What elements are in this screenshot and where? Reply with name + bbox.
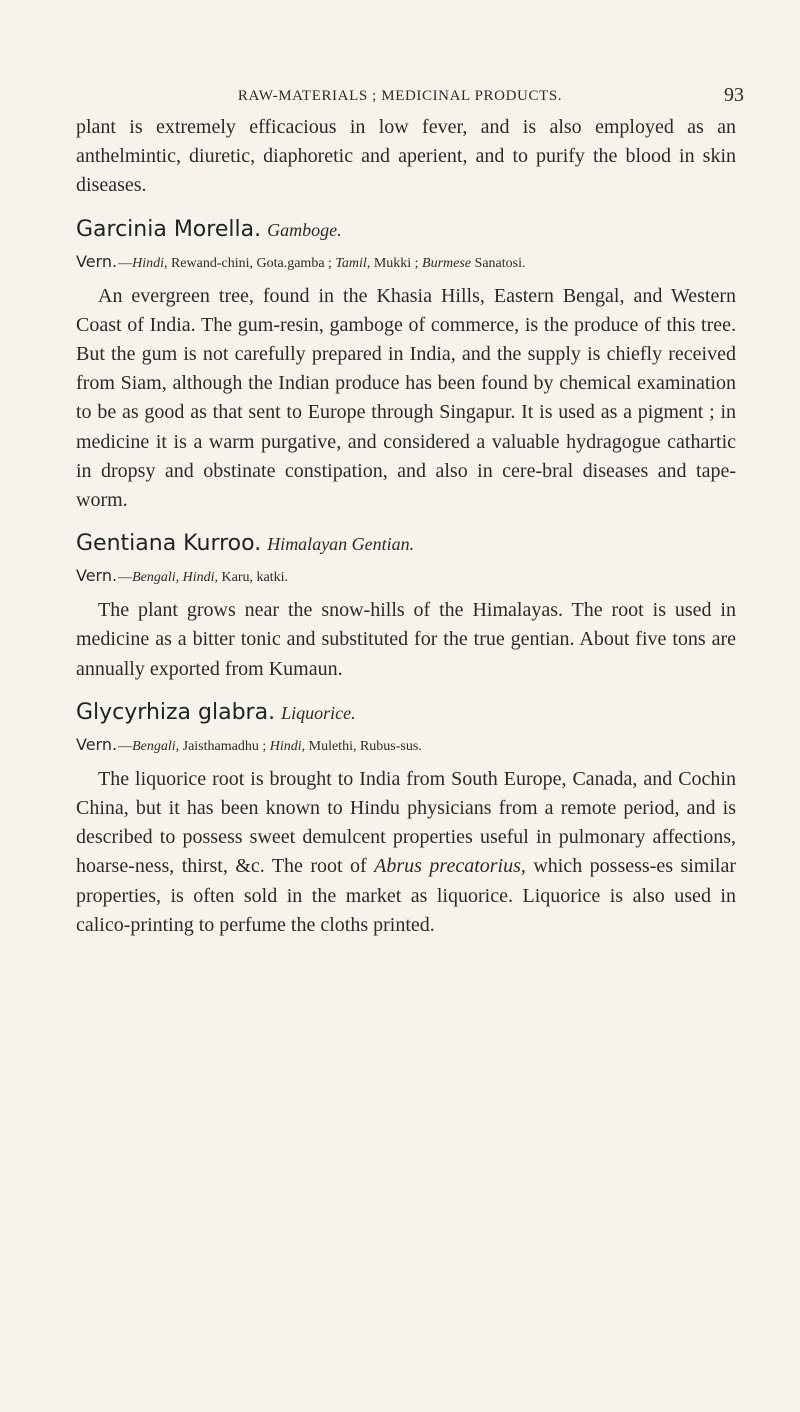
running-head: RAW-MATERIALS ; MEDICINAL PRODUCTS. <box>237 88 563 104</box>
species-name: Garcinia Morella. <box>76 216 262 242</box>
vern-label: Vern. <box>76 251 118 271</box>
vern-part: Bengali, <box>132 738 180 754</box>
entry-gentiana <box>76 527 736 684</box>
entry-paragraph <box>76 765 736 940</box>
paragraph-text: which possess-es similar properties, is often sold in the market as liquorice. Liquorice is also used in calico-printing to perfume the cloths printed. <box>76 855 736 936</box>
entry-paragraph: An evergreen tree, found in the Khasia Hills, Eastern Bengal, and Western Coast of India. The gum-resin, gamboge of commerce, is the produce of this tree. But the gum is not carefully prepared in India, and the supply is chiefly received from Siam, although the Indian produce has been found by chemical examination to be as good as that sent to Europe through Singapur. It is used as a pigment ; in medicine it is a warm purgative, and considered a valuable hydragogue cathartic in dropsy and obstinate constipation, and also in cere-bral diseases and tape-worm. <box>76 284 736 512</box>
entry-heading <box>76 213 736 248</box>
entry-heading <box>76 527 736 562</box>
paragraph-text: The liquorice root is brought to India from South Europe, Canada, and Cochin China, but it has been known to Hindu physicians from a remote period, and is described to possess sweet demulcent properties useful in pulmonary affections, hoarse-ness, thirst, &c. The root of <box>76 767 736 878</box>
entry-glycyrhiza <box>76 696 736 940</box>
vern-part: — <box>118 738 133 754</box>
body-text <box>76 113 736 940</box>
continuation-paragraph: plant is extremely efficacious in low fever, and is also employed as an anthelmintic, diuretic, diaphoretic and aperient, and to purify the blood in skin diseases. <box>76 116 736 197</box>
vern-label: Vern. <box>76 566 118 586</box>
vernacular-names <box>76 250 736 276</box>
vern-label: Vern. <box>76 734 118 754</box>
common-name: Liquorice. <box>281 702 356 723</box>
vern-part: Mulethi, Rubus-sus. <box>305 738 422 754</box>
vern-part: Hindi, <box>132 255 168 271</box>
species-name: Glycyrhiza glabra. <box>76 699 276 725</box>
vern-part: Tamil, <box>335 255 371 271</box>
italic-species: Abrus precatorius, <box>374 855 526 878</box>
entry-heading <box>76 696 736 731</box>
page-number: 93 <box>724 84 744 106</box>
vern-part: Karu, katki. <box>218 570 288 586</box>
vern-part: Burmese <box>422 255 472 271</box>
vern-part: Jaisthamadhu ; <box>179 738 270 754</box>
entry-garcinia <box>76 213 736 516</box>
species-name: Gentiana Kurroo. <box>76 531 262 557</box>
vern-part: Sanatosi. <box>471 255 526 271</box>
vern-part: — <box>118 570 133 586</box>
common-name: Gamboge. <box>267 219 342 240</box>
vern-part: Hindi, <box>269 738 306 754</box>
vern-part: Mukki ; <box>370 255 423 271</box>
vern-part: Bengali, Hindi, <box>132 570 219 586</box>
vern-part: Rewand-chini, Gota.gamba ; <box>167 255 336 271</box>
common-name: Himalayan Gentian. <box>267 534 415 555</box>
vernacular-names <box>76 733 736 759</box>
vernacular-names <box>76 564 736 590</box>
entry-paragraph: The plant grows near the snow-hills of the Himalayas. The root is used in medicine as a bitter tonic and substituted for the true gentian. About five tons are annually exported from Kumaun. <box>76 599 736 680</box>
vern-part: — <box>118 255 133 271</box>
